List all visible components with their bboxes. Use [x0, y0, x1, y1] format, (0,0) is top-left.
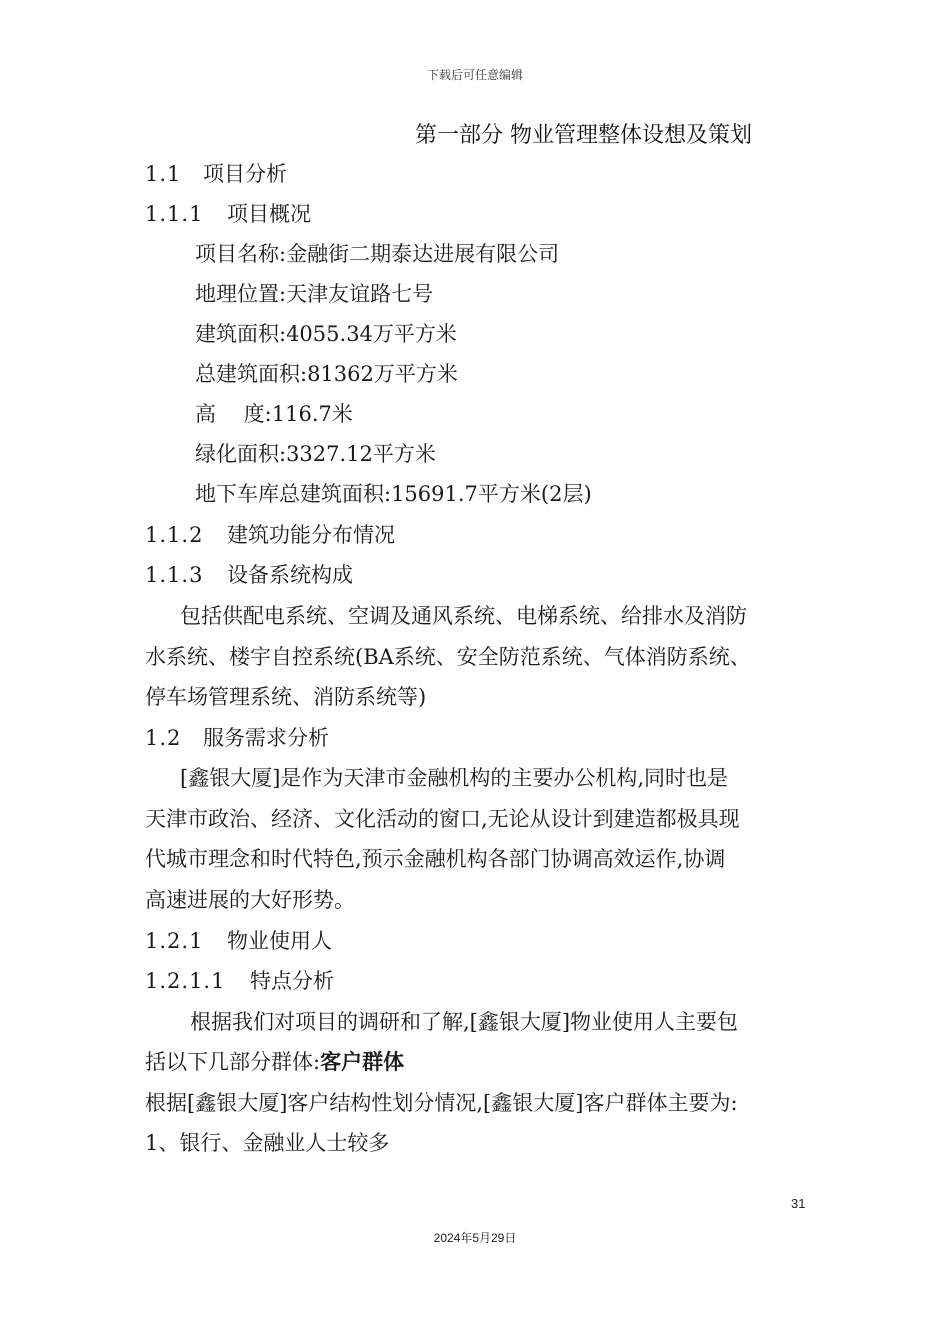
section-title: 服务需求分析: [203, 726, 329, 750]
service-paragraph-line: 代城市理念和时代特色,预示金融机构各部门协调高效运作,协调: [145, 847, 726, 871]
analysis-text: 括以下几部分群体:: [145, 1050, 321, 1074]
section-number: 1.1.1: [145, 202, 204, 226]
client-group-heading: 客户群体: [320, 1050, 405, 1074]
service-paragraph-line: [鑫银大厦]是作为天津市金融机构的主要办公机构,同时也是: [180, 766, 729, 790]
section-title: 特点分析: [250, 969, 334, 993]
footer-date: 2024年5月29日: [433, 1231, 517, 1245]
green-area-field: 绿化面积:3327.12平方米: [195, 442, 436, 466]
heading-1-1-1: [145, 194, 311, 234]
section-number: 1.1: [145, 162, 182, 186]
section-title: 建筑功能分布情况: [227, 523, 395, 547]
service-paragraph-line: 高速进展的大好形势。: [145, 888, 355, 912]
heading-1-2: [145, 718, 329, 758]
garage-area-field: 地下车库总建筑面积:15691.7平方米(2层): [195, 482, 592, 506]
total-area-field: 总建筑面积:81362万平方米: [195, 362, 458, 386]
project-name-field: 项目名称:金融街二期泰达进展有限公司: [195, 242, 560, 266]
heading-1-1: [145, 154, 287, 194]
equipment-paragraph-line: 水系统、楼宇自控系统(BA系统、安全防范系统、气体消防系统、: [145, 645, 751, 669]
section-number: 1.1.3: [145, 563, 204, 587]
section-number: 1.2.1: [145, 929, 204, 953]
equipment-paragraph-line: 停车场管理系统、消防系统等): [145, 685, 427, 709]
heading-1-2-1: [145, 921, 332, 961]
service-paragraph-line: 天津市政治、经济、文化活动的窗口,无论从设计到建造都极具现: [145, 807, 740, 831]
section-title: 物业使用人: [227, 929, 332, 953]
equipment-paragraph-line: 包括供配电系统、空调及通风系统、电梯系统、给排水及消防: [180, 604, 747, 628]
page-number: 31: [791, 1196, 806, 1211]
location-field: 地理位置:天津友谊路七号: [195, 282, 434, 306]
analysis-paragraph-line: 根据我们对项目的调研和了解,[鑫银大厦]物业使用人主要包: [190, 1010, 739, 1034]
section-title: 设备系统构成: [227, 563, 353, 587]
heading-1-1-3: [145, 555, 353, 595]
section-number: 1.1.2: [145, 523, 204, 547]
client-paragraph-line: 根据[鑫银大厦]客户结构性划分情况,[鑫银大厦]客户群体主要为:: [145, 1091, 738, 1115]
part-title: 第一部分 物业管理整体设想及策划: [415, 123, 752, 148]
section-title: 项目概况: [227, 202, 311, 226]
analysis-paragraph-line: [145, 1042, 404, 1082]
building-area-field: 建筑面积:4055.34万平方米: [195, 322, 457, 346]
heading-1-2-1-1: [145, 961, 334, 1001]
heading-1-1-2: [145, 515, 395, 555]
section-title: 项目分析: [203, 162, 287, 186]
page-header: 下载后可任意编辑: [426, 68, 523, 82]
section-number: 1.2.1.1: [145, 969, 226, 993]
client-list-item: 1、银行、金融业人士较多: [145, 1131, 390, 1155]
height-field: 高 度:116.7米: [195, 402, 353, 426]
section-number: 1.2: [145, 726, 182, 750]
